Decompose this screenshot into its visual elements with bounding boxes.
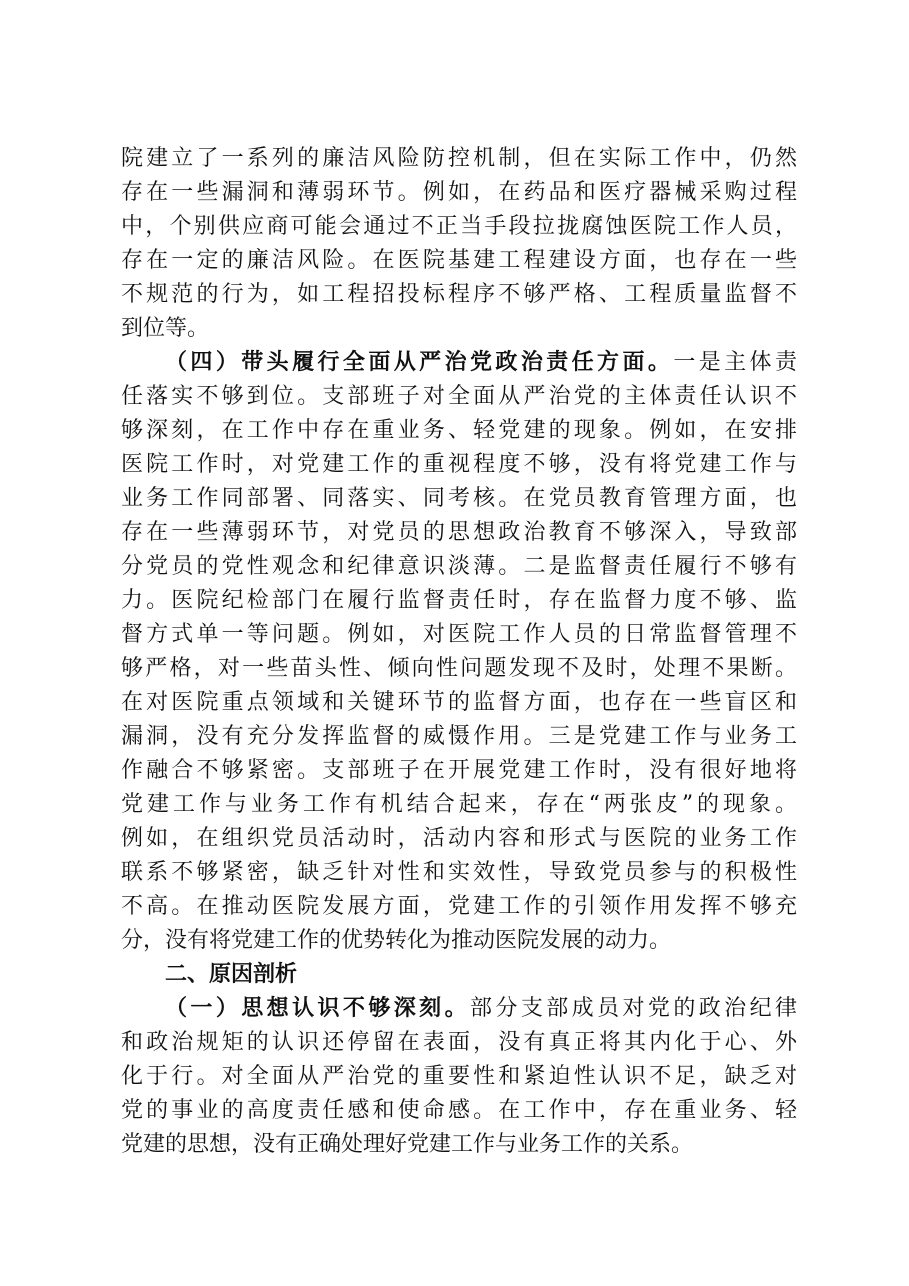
section-two-one-first-line [121, 992, 797, 1026]
text-line: 够深刻，在工作中存在重业务、轻党建的现象。例如，在安排 [121, 418, 797, 443]
text-line: 中，个别供应商可能会通过不正当手段拉拢腐蚀医院工作人员， [121, 214, 797, 239]
text-line: 医院工作时，对党建工作的重视程度不够，没有将党建工作与 [121, 452, 797, 477]
text-line: 漏洞，没有充分发挥监督的威慑作用。三是党建工作与业务工 [121, 724, 797, 749]
paragraph-prev [121, 142, 797, 346]
text-line: 党建工作与业务工作有机结合起来，存在“两张皮”的现象。 [121, 792, 797, 817]
paragraph-section-two-one [121, 992, 797, 1162]
paragraph-section-four [121, 346, 797, 958]
text-line: 业务工作同部署、同落实、同考核。在党员教育管理方面，也 [121, 486, 797, 511]
text-line: 存在一些漏洞和薄弱环节。例如，在药品和医疗器械采购过程 [121, 180, 797, 205]
text-line: 够严格，对一些苗头性、倾向性问题发现不及时，处理不果断。 [121, 656, 797, 681]
text-line: 督方式单一等问题。例如，对医院工作人员的日常监督管理不 [121, 622, 797, 647]
text-line: 例如，在组织党员活动时，活动内容和形式与医院的业务工作 [121, 826, 797, 851]
text-line: 力。医院纪检部门在履行监督责任时，存在监督力度不够、监 [121, 588, 797, 613]
text-line: 任落实不够到位。支部班子对全面从严治党的主体责任认识不 [121, 384, 797, 409]
text-run: 一是主体责 [673, 350, 797, 375]
text-line: 存在一定的廉洁风险。在医院基建工程建设方面，也存在一些 [121, 248, 797, 273]
text-line: 党建的思想，没有正确处理好党建工作与业务工作的关系。 [121, 1132, 694, 1157]
text-line: 化于行。对全面从严治党的重要性和紧迫性认识不足，缺乏对 [121, 1064, 797, 1089]
section-two-heading: 二、原因剖析 [165, 962, 298, 987]
text-line: 存在一些薄弱环节，对党员的思想政治教育不够深入，导致部 [121, 520, 797, 545]
text-run: 部分支部成员对党的政治纪律 [470, 996, 797, 1021]
text-line: 在对医院重点领域和关键环节的监督方面，也存在一些盲区和 [121, 690, 797, 715]
section-two-one-heading: （一）思想认识不够深刻。 [165, 996, 470, 1021]
text-line: 院建立了一系列的廉洁风险防控机制，但在实际工作中，仍然 [121, 146, 797, 171]
section-four-heading: （四）带头履行全面从严治党政治责任方面。 [165, 350, 674, 375]
text-line: 联系不够紧密，缺乏针对性和实效性，导致党员参与的积极性 [121, 860, 797, 885]
text-line: 作融合不够紧密。支部班子在开展党建工作时，没有很好地将 [121, 758, 797, 783]
text-line: 不高。在推动医院发展方面，党建工作的引领作用发挥不够充 [121, 894, 797, 919]
text-line: 分党员的党性观念和纪律意识淡薄。二是监督责任履行不够有 [121, 554, 797, 579]
text-line: 分，没有将党建工作的优势转化为推动医院发展的动力。 [121, 928, 672, 953]
section-four-first-line [121, 346, 797, 380]
document-body [121, 142, 797, 1162]
text-line: 到位等。 [121, 316, 210, 341]
text-line: 党的事业的高度责任感和使命感。在工作中，存在重业务、轻 [121, 1098, 797, 1123]
text-line: 不规范的行为，如工程招投标程序不够严格、工程质量监督不 [121, 282, 797, 307]
text-line: 和政治规矩的认识还停留在表面，没有真正将其内化于心、外 [121, 1030, 797, 1055]
